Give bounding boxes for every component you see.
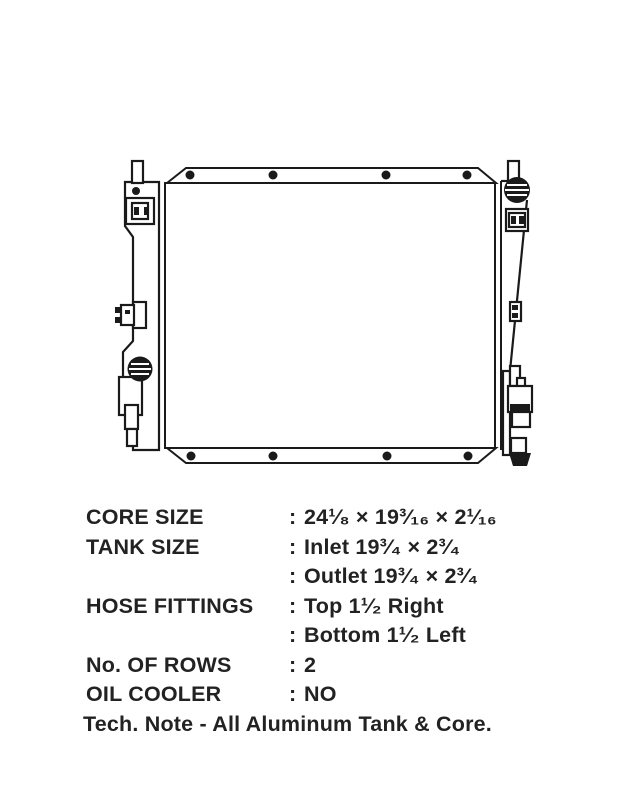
spec-row-core-size [86,503,598,533]
spec-label [86,621,289,651]
spec-value: Bottom 1¹⁄₂ Left [304,623,467,647]
spec-colon: : [289,593,297,618]
bottom-mounting-flange [167,448,496,463]
spec-colon: : [289,652,297,677]
left-tank [115,161,159,450]
spec-colon: : [289,505,297,529]
spec-row-rows [86,651,598,681]
spec-colon: : [289,623,297,647]
left-filler-cap-icon [128,357,153,382]
spec-row-hose-fittings [86,592,598,622]
tech-note: Tech. Note - All Aluminum Tank & Core. [83,711,492,736]
right-tank [501,161,532,466]
spec-row-hose-fittings-bottom [86,621,598,651]
right-mid-clip [510,302,521,321]
spec-row-tank-size-outlet [86,562,598,592]
spec-value: 2 [304,652,317,677]
spec-label: OIL COOLER [86,682,222,706]
spec-colon: : [289,564,297,588]
spec-label: CORE SIZE [86,505,204,529]
spec-value: Outlet 19³⁄₄ × 2³⁄₄ [304,564,479,588]
spec-table [83,503,598,739]
spec-row-oil-cooler [86,680,598,710]
spec-value: Top 1¹⁄₂ Right [304,593,444,618]
left-top-post [132,161,143,183]
spec-colon: : [289,534,297,559]
spec-label: HOSE FITTINGS [86,593,254,618]
right-filler-cap-icon [504,177,530,203]
spec-row-tank-size [86,533,598,563]
top-mounting-flange [167,168,496,183]
spec-label: TANK SIZE [86,534,200,559]
spec-label: No. OF ROWS [86,652,232,677]
spec-colon: : [289,682,297,706]
radiator-core [159,168,501,463]
spec-value: Inlet 19³⁄₄ × 2³⁄₄ [304,534,461,559]
spec-label [86,562,289,592]
spec-value: 24¹⁄₈ × 19³⁄₁₆ × 2¹⁄₁₆ [304,505,497,529]
spec-value: NO [304,682,337,706]
